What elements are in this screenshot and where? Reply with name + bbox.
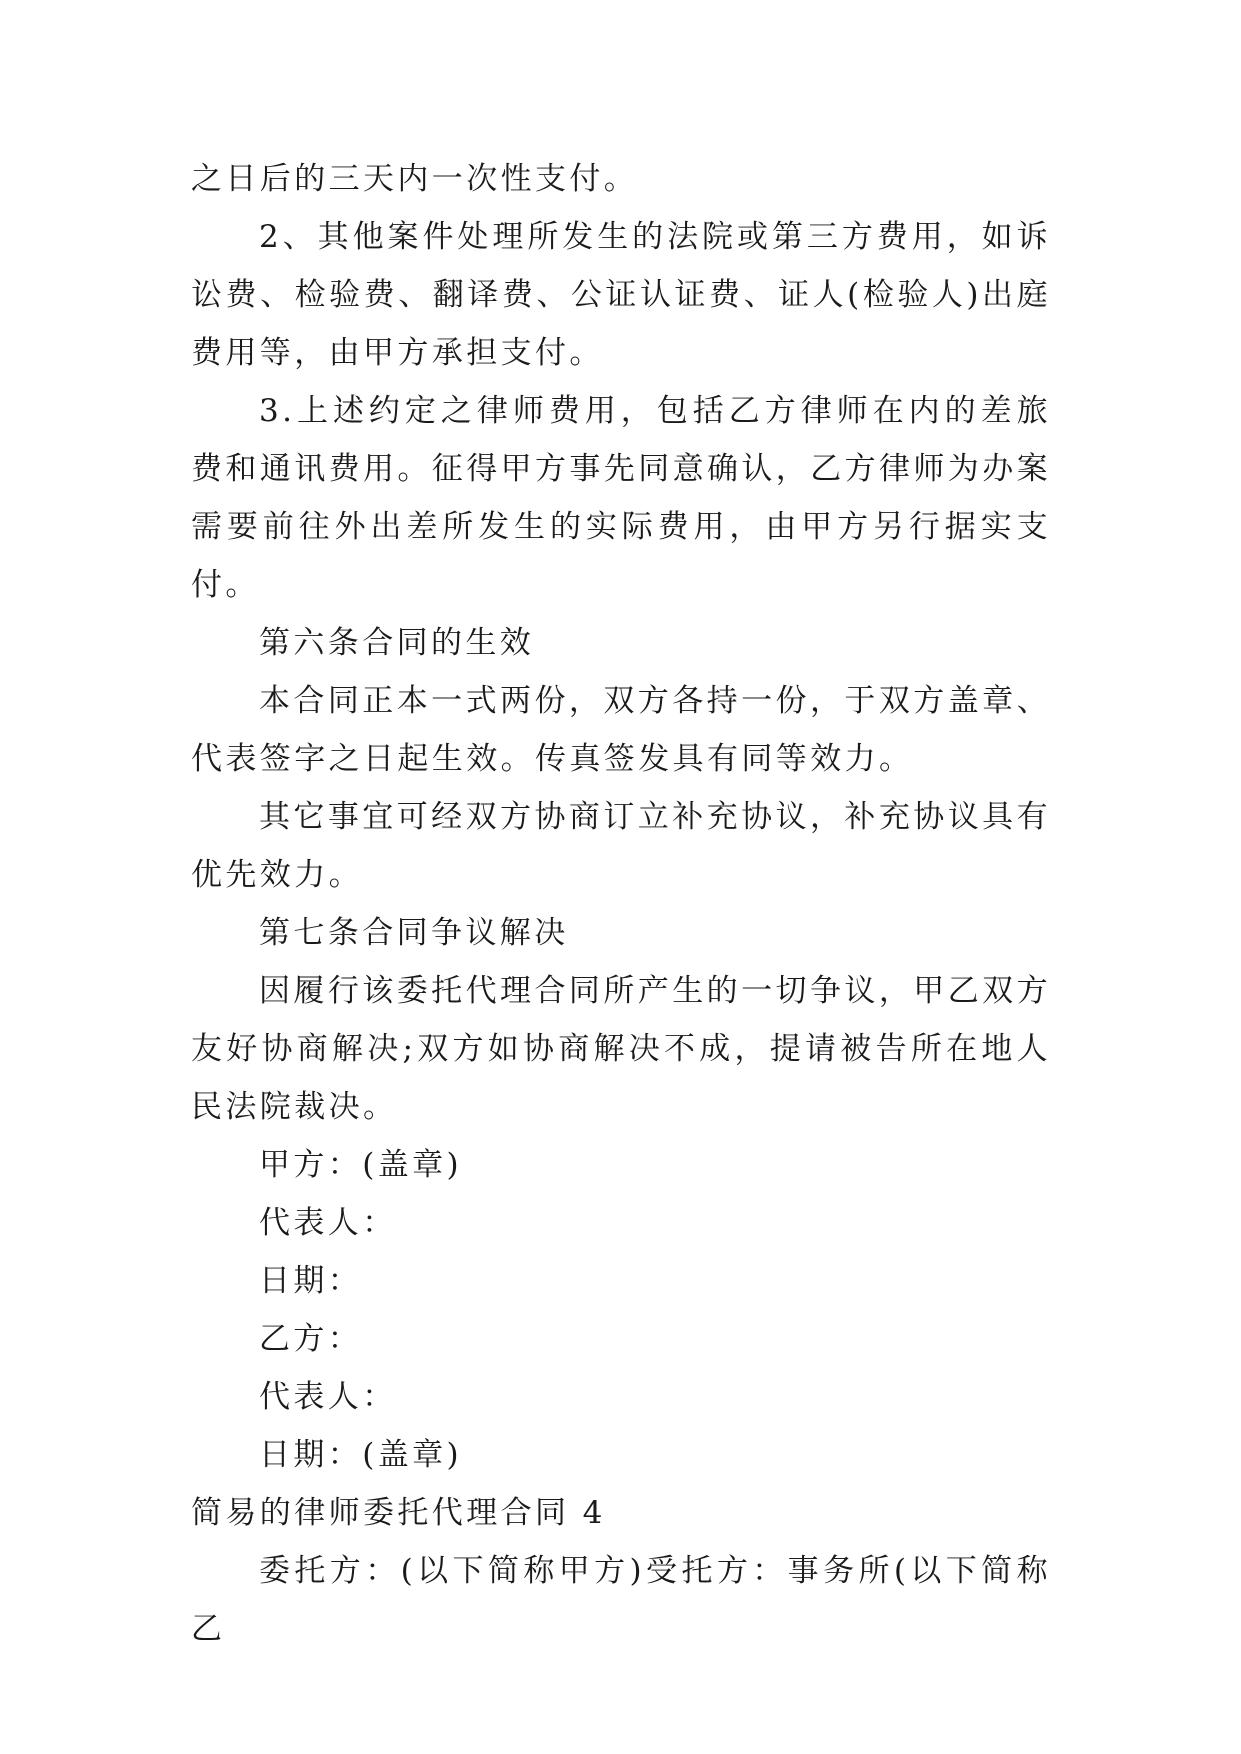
paragraph-parties-intro: 委托方：(以下简称甲方)受托方：事务所(以下简称乙 <box>191 1553 1051 1647</box>
signature-date-a: 日期： <box>259 1263 363 1299</box>
signature-representative-a: 代表人： <box>259 1205 397 1241</box>
paragraph-effectiveness: 本合同正本一式两份，双方各持一份，于双方盖章、代表签字之日起生效。传真签发具有同等效力。 <box>191 683 1051 777</box>
signature-party-b: 乙方： <box>259 1321 363 1357</box>
paragraph-dispute-resolution: 因履行该委托代理合同所产生的一切争议，甲乙双方友好协商解决;双方如协商解决不成，提请被告所在地人民法院裁决。 <box>191 973 1051 1125</box>
section-heading-article-6: 第六条合同的生效 <box>259 625 535 661</box>
signature-representative-b: 代表人： <box>259 1379 397 1415</box>
signature-date-b: 日期：(盖章) <box>259 1437 462 1473</box>
paragraph-clause-3-expenses: 3.上述约定之律师费用，包括乙方律师在内的差旅费和通讯费用。征得甲方事先同意确认，乙方律师为办案需要前往外出差所发生的实际费用，由甲方另行据实支付。 <box>191 393 1051 603</box>
signature-party-a: 甲方：(盖章) <box>259 1147 462 1183</box>
document-page <box>191 150 1051 1658</box>
paragraph-payment-continuation: 之日后的三天内一次性支付。 <box>191 161 639 197</box>
section-heading-article-7: 第七条合同争议解决 <box>259 915 569 951</box>
paragraph-supplementary: 其它事宜可经双方协商订立补充协议，补充协议具有优先效力。 <box>191 799 1051 893</box>
paragraph-clause-2-fees: 2、其他案件处理所发生的法院或第三方费用，如诉讼费、检验费、翻译费、公证认证费、证人(检验人)出庭费用等，由甲方承担支付。 <box>191 219 1051 371</box>
contract-title-4: 简易的律师委托代理合同 4 <box>191 1495 606 1531</box>
